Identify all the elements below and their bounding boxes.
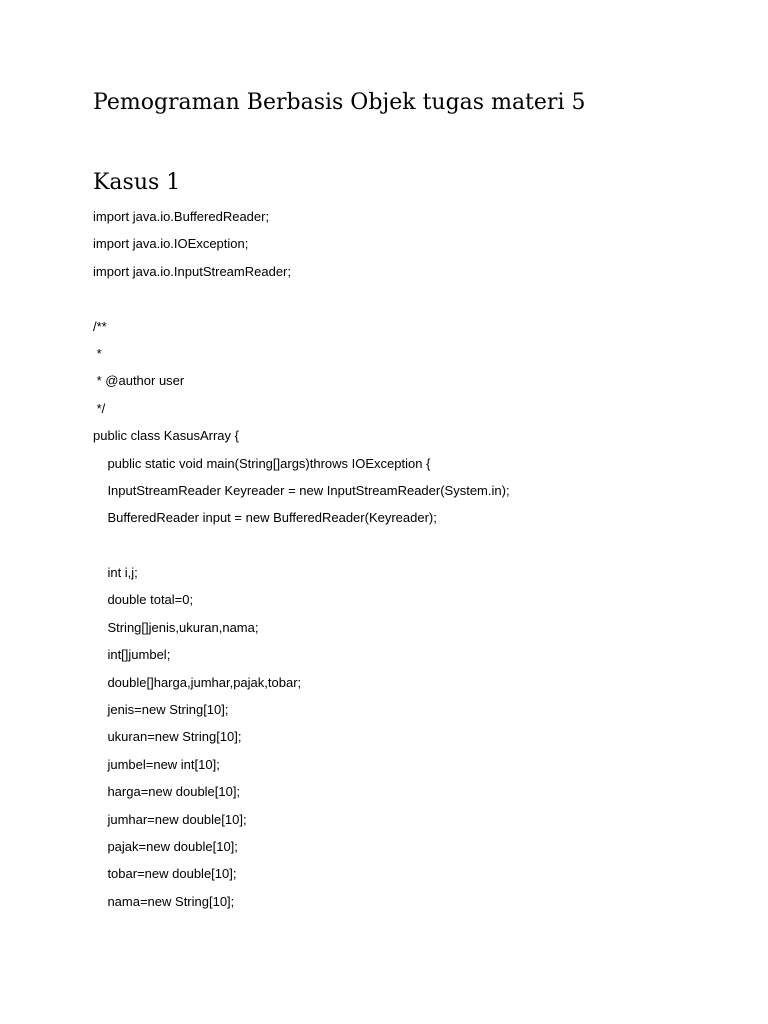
code-line: [93, 532, 510, 559]
code-line: import java.io.BufferedReader;: [93, 209, 270, 224]
code-line: ukuran=new String[10];: [93, 729, 242, 745]
document-title: Pemograman Berbasis Objek tugas materi 5: [93, 90, 586, 115]
code-line: int i,j;: [93, 565, 138, 581]
code-line: [93, 285, 510, 312]
code-listing: [93, 203, 510, 915]
code-line: nama=new String[10];: [93, 893, 235, 909]
code-line: /**: [93, 318, 107, 334]
code-line: InputStreamReader Keyreader = new InputStreamReader(System.in);: [93, 482, 510, 498]
code-line: import java.io.IOException;: [93, 236, 249, 252]
code-line: public static void main(String[]args)throws IOException {: [93, 455, 431, 471]
section-heading: Kasus 1: [93, 170, 181, 195]
code-line: jumhar=new double[10];: [93, 811, 247, 827]
code-line: BufferedReader input = new BufferedReader(Keyreader);: [93, 510, 437, 526]
code-line: double total=0;: [93, 592, 194, 608]
code-line: */: [93, 400, 106, 416]
code-line: tobar=new double[10];: [93, 866, 237, 882]
code-line: jenis=new String[10];: [93, 702, 229, 718]
code-line: jumbel=new int[10];: [93, 756, 220, 772]
code-line: pajak=new double[10];: [93, 838, 238, 854]
code-line: String[]jenis,ukuran,nama;: [93, 619, 259, 635]
code-line: * @author user: [93, 373, 185, 389]
code-line: double[]harga,jumhar,pajak,tobar;: [93, 674, 302, 690]
code-line: harga=new double[10];: [93, 784, 241, 800]
code-line: int[]jumbel;: [93, 647, 171, 663]
code-line: import java.io.InputStreamReader;: [93, 263, 291, 279]
code-line: *: [93, 345, 102, 361]
code-line: public class KasusArray {: [93, 428, 239, 444]
